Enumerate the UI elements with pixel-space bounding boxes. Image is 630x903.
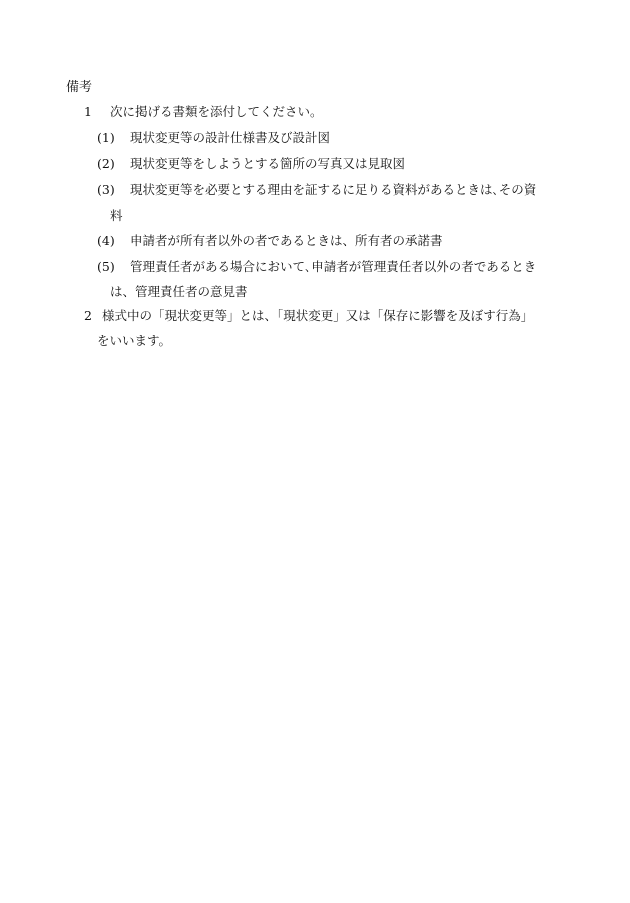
subitem-text: 現状変更等をしようとする箇所の写真又は見取図 <box>130 156 406 171</box>
subitem-text: 現状変更等の設計仕様書及び設計図 <box>130 130 331 145</box>
subitem-4 <box>97 232 443 250</box>
subitem-3-continuation: 料 <box>110 208 123 223</box>
subitem-number: (3) <box>97 182 115 197</box>
subitem-2 <box>97 155 405 173</box>
list-item-1 <box>84 103 323 121</box>
item-number: 1 <box>84 104 92 119</box>
subitem-number: (2) <box>97 156 115 171</box>
subitem-5-continuation: は、管理責任者の意見書 <box>110 284 248 299</box>
subitem-text: 管理責任者がある場合において､申請者が管理責任者以外の者であるとき <box>130 259 537 274</box>
list-item-2-continuation: をいいます。 <box>97 333 172 348</box>
subitem-text: 現状変更等を必要とする理由を証するに足りる資料があるときは､その資 <box>130 182 537 197</box>
subitem-number: (5) <box>97 259 115 274</box>
subitem-number: (1) <box>97 130 115 145</box>
page-title: 備考 <box>66 80 93 95</box>
item-text: 次に掲げる書類を添付してください。 <box>110 104 323 119</box>
subitem-3 <box>97 181 536 199</box>
subitem-1 <box>97 129 330 147</box>
item-number: 2 <box>84 308 92 323</box>
subitem-text: 申請者が所有者以外の者であるときは、所有者の承諾書 <box>130 233 443 248</box>
subitem-number: (4) <box>97 233 115 248</box>
list-item-2 <box>84 307 533 325</box>
item-text: 様式中の「現状変更等」とは、「現状変更」又は「保存に影響を及ぼす行為」 <box>102 308 534 323</box>
subitem-5 <box>97 258 536 276</box>
